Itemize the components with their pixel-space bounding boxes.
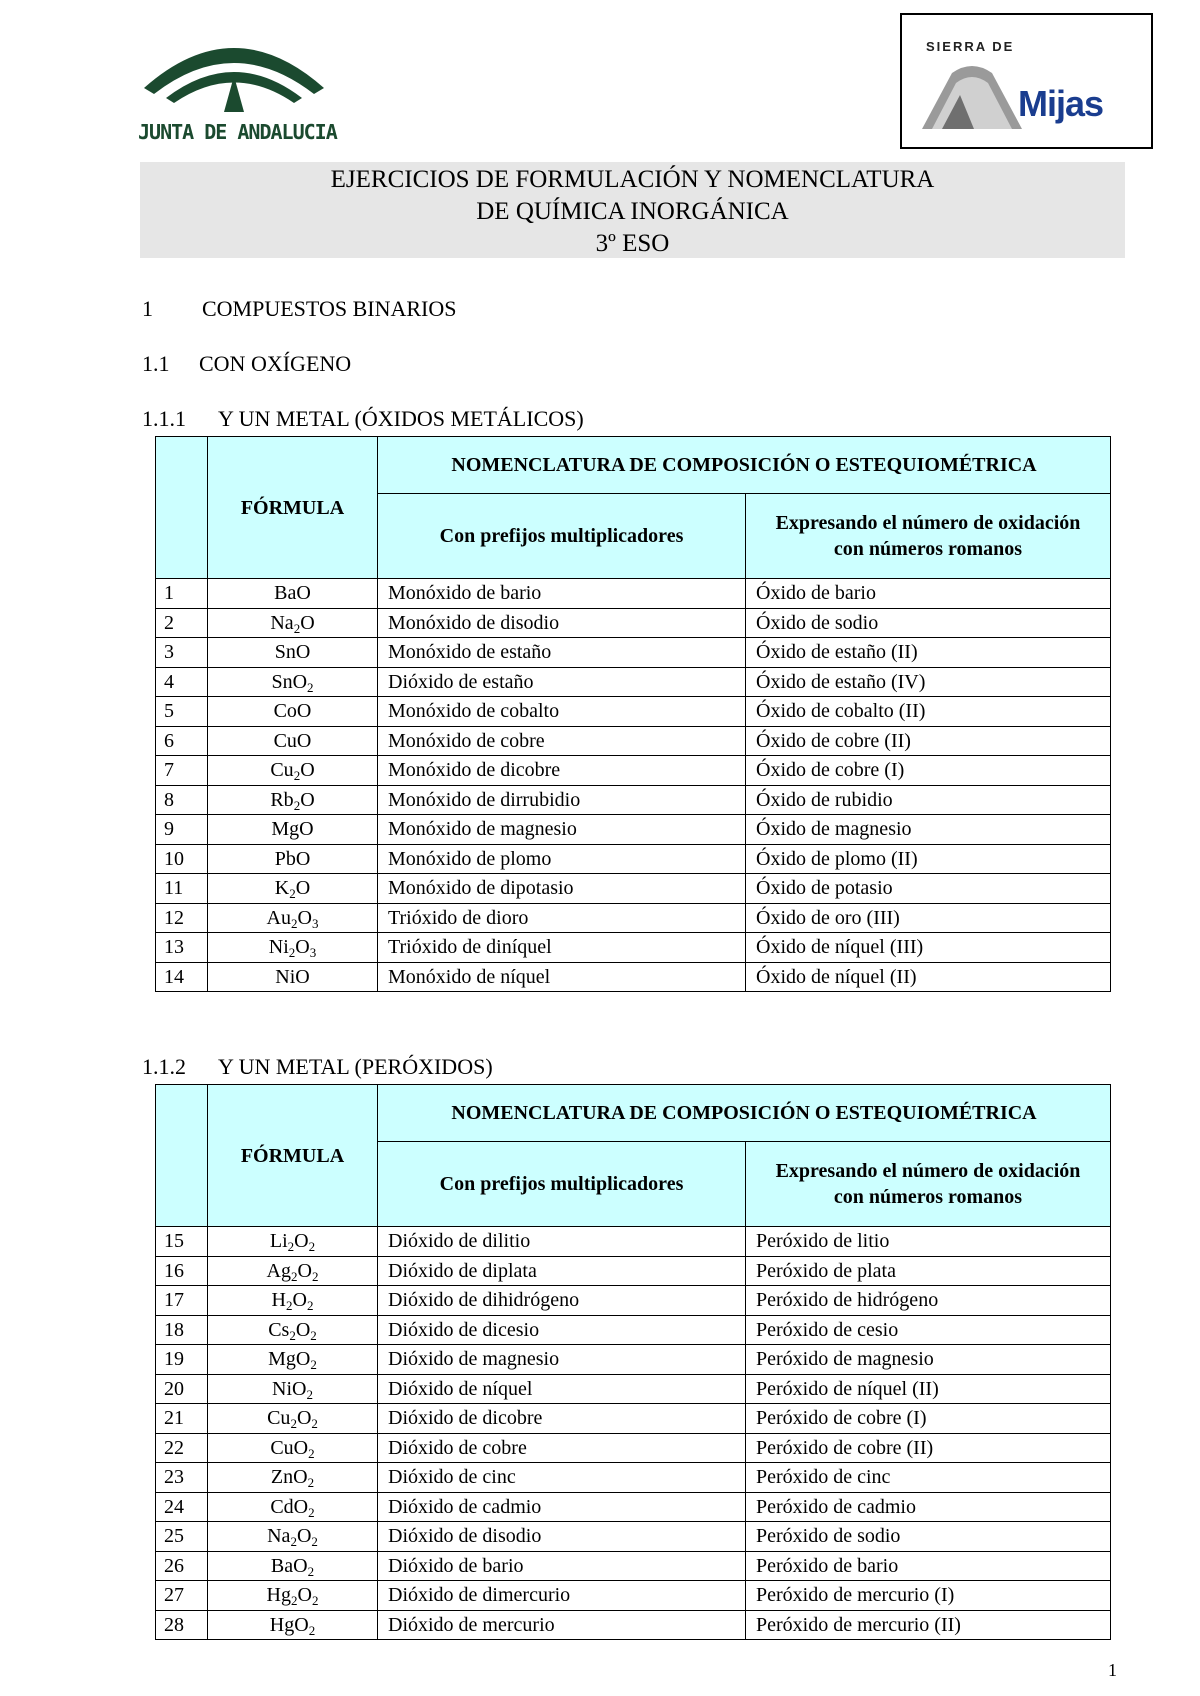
row-number: 15 — [156, 1227, 208, 1257]
row-number: 27 — [156, 1581, 208, 1611]
row-romanos-name: Peróxido de cesio — [746, 1315, 1111, 1345]
heading-compuestos-binarios — [142, 296, 456, 322]
row-number: 17 — [156, 1286, 208, 1316]
table-row — [156, 1522, 1111, 1552]
junta-logo-text: JUNTA DE ANDALUCIA — [138, 120, 337, 144]
heading-con-oxigeno — [142, 351, 351, 377]
row-formula: CuO — [208, 726, 378, 756]
table-row — [156, 667, 1111, 697]
row-prefijos-name: Dióxido de estaño — [378, 667, 746, 697]
row-romanos-name: Óxido de magnesio — [746, 815, 1111, 845]
row-formula: MgO — [208, 815, 378, 845]
row-romanos-name: Peróxido de cinc — [746, 1463, 1111, 1493]
header-oxidacion-line1: Expresando el número de oxidación — [775, 512, 1081, 534]
row-prefijos-name: Dióxido de magnesio — [378, 1345, 746, 1375]
table-row — [156, 1581, 1111, 1611]
row-number: 21 — [156, 1404, 208, 1434]
table-row — [156, 1345, 1111, 1375]
header-oxidacion-line2: con números romanos — [833, 1186, 1023, 1208]
row-formula: HgO$_2$ — [208, 1610, 378, 1640]
row-number: 3 — [156, 638, 208, 668]
row-prefijos-name: Dióxido de cobre — [378, 1433, 746, 1463]
row-prefijos-name: Dióxido de níquel — [378, 1374, 746, 1404]
document-title — [140, 162, 1125, 258]
table-row — [156, 579, 1111, 609]
row-prefijos-name: Monóxido de dipotasio — [378, 874, 746, 904]
row-prefijos-name: Dióxido de dimercurio — [378, 1581, 746, 1611]
row-prefijos-name: Monóxido de níquel — [378, 962, 746, 992]
table-row — [156, 933, 1111, 963]
header-oxidacion — [746, 1142, 1111, 1227]
row-prefijos-name: Dióxido de cadmio — [378, 1492, 746, 1522]
row-prefijos-name: Monóxido de dicobre — [378, 756, 746, 786]
table-row — [156, 1374, 1111, 1404]
row-number: 11 — [156, 874, 208, 904]
row-number: 12 — [156, 903, 208, 933]
header-oxidacion-line1: Expresando el número de oxidación — [775, 1160, 1081, 1182]
row-formula: $Au_2O_3$ — [208, 903, 378, 933]
row-number: 8 — [156, 785, 208, 815]
table-row — [156, 1433, 1111, 1463]
row-number: 4 — [156, 667, 208, 697]
title-line-3: 3º ESO — [595, 230, 670, 257]
header-nomenclature-group: NOMENCLATURA DE COMPOSICIÓN O ESTEQUIOMÉTRICA — [378, 437, 1111, 494]
sierra-logo-label: SIERRA DE — [926, 39, 1015, 54]
row-formula: BaO$_2$ — [208, 1551, 378, 1581]
row-number: 26 — [156, 1551, 208, 1581]
row-number: 28 — [156, 1610, 208, 1640]
row-prefijos-name: Monóxido de plomo — [378, 844, 746, 874]
title-line-2: DE QUÍMICA INORGÁNICA — [476, 198, 789, 225]
row-formula: $Cu_2O$ — [208, 756, 378, 786]
row-prefijos-name: Dióxido de dihidrógeno — [378, 1286, 746, 1316]
title-line-1: EJERCICIOS DE FORMULACIÓN Y NOMENCLATURA — [330, 166, 935, 193]
heading-number: 1 — [142, 296, 153, 321]
table-row — [156, 1551, 1111, 1581]
row-formula: $Na_2O_2$ — [208, 1522, 378, 1552]
row-romanos-name: Peróxido de cobre (I) — [746, 1404, 1111, 1434]
heading-text: COMPUESTOS BINARIOS — [202, 296, 457, 321]
row-romanos-name: Peróxido de cadmio — [746, 1492, 1111, 1522]
header-number — [156, 1085, 208, 1227]
row-prefijos-name: Monóxido de bario — [378, 579, 746, 609]
row-number: 1 — [156, 579, 208, 609]
row-formula: CuO$_2$ — [208, 1433, 378, 1463]
row-prefijos-name: Monóxido de disodio — [378, 608, 746, 638]
row-prefijos-name: Monóxido de dirrubidio — [378, 785, 746, 815]
row-romanos-name: Peróxido de litio — [746, 1227, 1111, 1257]
row-formula: MgO$_2$ — [208, 1345, 378, 1375]
row-number: 18 — [156, 1315, 208, 1345]
table-row — [156, 903, 1111, 933]
row-formula: CdO$_2$ — [208, 1492, 378, 1522]
row-number: 7 — [156, 756, 208, 786]
row-number: 16 — [156, 1256, 208, 1286]
row-romanos-name: Óxido de rubidio — [746, 785, 1111, 815]
row-romanos-name: Peróxido de sodio — [746, 1522, 1111, 1552]
row-romanos-name: Óxido de níquel (II) — [746, 962, 1111, 992]
row-romanos-name: Óxido de níquel (III) — [746, 933, 1111, 963]
row-formula: SnO — [208, 638, 378, 668]
table-row — [156, 1227, 1111, 1257]
row-romanos-name: Peróxido de bario — [746, 1551, 1111, 1581]
header-oxidacion — [746, 494, 1111, 579]
table-row — [156, 815, 1111, 845]
row-formula: $Cs_2O_2$ — [208, 1315, 378, 1345]
row-romanos-name: Óxido de cobalto (II) — [746, 697, 1111, 727]
row-formula: NiO — [208, 962, 378, 992]
table-row — [156, 785, 1111, 815]
row-romanos-name: Peróxido de mercurio (II) — [746, 1610, 1111, 1640]
table-row — [156, 608, 1111, 638]
row-prefijos-name: Monóxido de estaño — [378, 638, 746, 668]
row-number: 10 — [156, 844, 208, 874]
row-formula: $Rb_2O$ — [208, 785, 378, 815]
row-number: 14 — [156, 962, 208, 992]
heading-text: CON OXÍGENO — [199, 351, 352, 376]
table-row — [156, 1463, 1111, 1493]
row-number: 23 — [156, 1463, 208, 1493]
row-number: 6 — [156, 726, 208, 756]
row-prefijos-name: Monóxido de cobalto — [378, 697, 746, 727]
row-number: 24 — [156, 1492, 208, 1522]
row-prefijos-name: Dióxido de dicobre — [378, 1404, 746, 1434]
row-formula: CoO — [208, 697, 378, 727]
row-number: 22 — [156, 1433, 208, 1463]
row-romanos-name: Óxido de estaño (IV) — [746, 667, 1111, 697]
row-romanos-name: Óxido de oro (III) — [746, 903, 1111, 933]
header-prefijos: Con prefijos multiplicadores — [378, 1142, 746, 1227]
row-prefijos-name: Dióxido de diplata — [378, 1256, 746, 1286]
row-romanos-name: Peróxido de níquel (II) — [746, 1374, 1111, 1404]
row-romanos-name: Óxido de bario — [746, 579, 1111, 609]
row-number: 9 — [156, 815, 208, 845]
heading-peroxidos — [142, 1054, 493, 1080]
row-number: 25 — [156, 1522, 208, 1552]
header-number — [156, 437, 208, 579]
row-prefijos-name: Monóxido de cobre — [378, 726, 746, 756]
row-romanos-name: Óxido de potasio — [746, 874, 1111, 904]
header-prefijos: Con prefijos multiplicadores — [378, 494, 746, 579]
row-number: 5 — [156, 697, 208, 727]
table-row — [156, 638, 1111, 668]
row-formula: $Li_2O_2$ — [208, 1227, 378, 1257]
row-formula: $Ni_2O_3$ — [208, 933, 378, 963]
table-row — [156, 1610, 1111, 1640]
table-row — [156, 756, 1111, 786]
row-formula: $Na_2O$ — [208, 608, 378, 638]
table-row — [156, 1315, 1111, 1345]
row-romanos-name: Óxido de estaño (II) — [746, 638, 1111, 668]
sierra-de-mijas-logo — [900, 13, 1153, 149]
heading-number: 1.1 — [142, 351, 170, 376]
row-number: 13 — [156, 933, 208, 963]
table-row — [156, 874, 1111, 904]
row-number: 19 — [156, 1345, 208, 1375]
row-formula: $Cu_2O_2$ — [208, 1404, 378, 1434]
row-formula: ZnO$_2$ — [208, 1463, 378, 1493]
sierra-logo-wordmark: Mijas — [1018, 83, 1104, 124]
heading-text: Y UN METAL (PERÓXIDOS) — [218, 1054, 493, 1079]
row-formula: $H_2O_2$ — [208, 1286, 378, 1316]
header-oxidacion-line2: con números romanos — [833, 538, 1023, 560]
table-row — [156, 697, 1111, 727]
table-row — [156, 844, 1111, 874]
junta-andalucia-logo — [136, 28, 337, 148]
row-formula: SnO$_2$ — [208, 667, 378, 697]
row-romanos-name: Peróxido de plata — [746, 1256, 1111, 1286]
row-prefijos-name: Dióxido de mercurio — [378, 1610, 746, 1640]
table-row — [156, 1256, 1111, 1286]
row-romanos-name: Peróxido de magnesio — [746, 1345, 1111, 1375]
row-prefijos-name: Dióxido de disodio — [378, 1522, 746, 1552]
row-romanos-name: Peróxido de hidrógeno — [746, 1286, 1111, 1316]
row-number: 20 — [156, 1374, 208, 1404]
table-row — [156, 1404, 1111, 1434]
row-prefijos-name: Dióxido de cinc — [378, 1463, 746, 1493]
heading-number: 1.1.2 — [142, 1054, 186, 1079]
header-formula: FÓRMULA — [208, 1085, 378, 1227]
row-prefijos-name: Trióxido de dioro — [378, 903, 746, 933]
heading-text: Y UN METAL (ÓXIDOS METÁLICOS) — [218, 406, 584, 431]
page-number: 1 — [1108, 1660, 1117, 1680]
row-formula: NiO$_2$ — [208, 1374, 378, 1404]
row-romanos-name: Óxido de plomo (II) — [746, 844, 1111, 874]
table-row — [156, 962, 1111, 992]
junta-arc-emblem-icon — [136, 28, 332, 120]
row-prefijos-name: Dióxido de bario — [378, 1551, 746, 1581]
row-formula: $Ag_2O_2$ — [208, 1256, 378, 1286]
row-romanos-name: Peróxido de cobre (II) — [746, 1433, 1111, 1463]
row-romanos-name: Óxido de cobre (II) — [746, 726, 1111, 756]
row-formula: PbO — [208, 844, 378, 874]
heading-number: 1.1.1 — [142, 406, 186, 431]
row-prefijos-name: Monóxido de magnesio — [378, 815, 746, 845]
row-prefijos-name: Trióxido de diníquel — [378, 933, 746, 963]
header-formula: FÓRMULA — [208, 437, 378, 579]
row-formula: $K_2O$ — [208, 874, 378, 904]
row-romanos-name: Peróxido de mercurio (I) — [746, 1581, 1111, 1611]
row-formula: BaO — [208, 579, 378, 609]
row-prefijos-name: Dióxido de dicesio — [378, 1315, 746, 1345]
row-prefijos-name: Dióxido de dilitio — [378, 1227, 746, 1257]
peroxidos-table — [155, 1084, 1111, 1640]
table-row — [156, 726, 1111, 756]
table-row — [156, 1492, 1111, 1522]
header-nomenclature-group: NOMENCLATURA DE COMPOSICIÓN O ESTEQUIOMÉTRICA — [378, 1085, 1111, 1142]
oxidos-table — [155, 436, 1111, 992]
row-number: 2 — [156, 608, 208, 638]
row-formula: $Hg_2O_2$ — [208, 1581, 378, 1611]
heading-oxidos-metalicos — [142, 406, 584, 432]
table-row — [156, 1286, 1111, 1316]
row-romanos-name: Óxido de cobre (I) — [746, 756, 1111, 786]
mountain-icon — [922, 59, 1032, 139]
row-romanos-name: Óxido de sodio — [746, 608, 1111, 638]
